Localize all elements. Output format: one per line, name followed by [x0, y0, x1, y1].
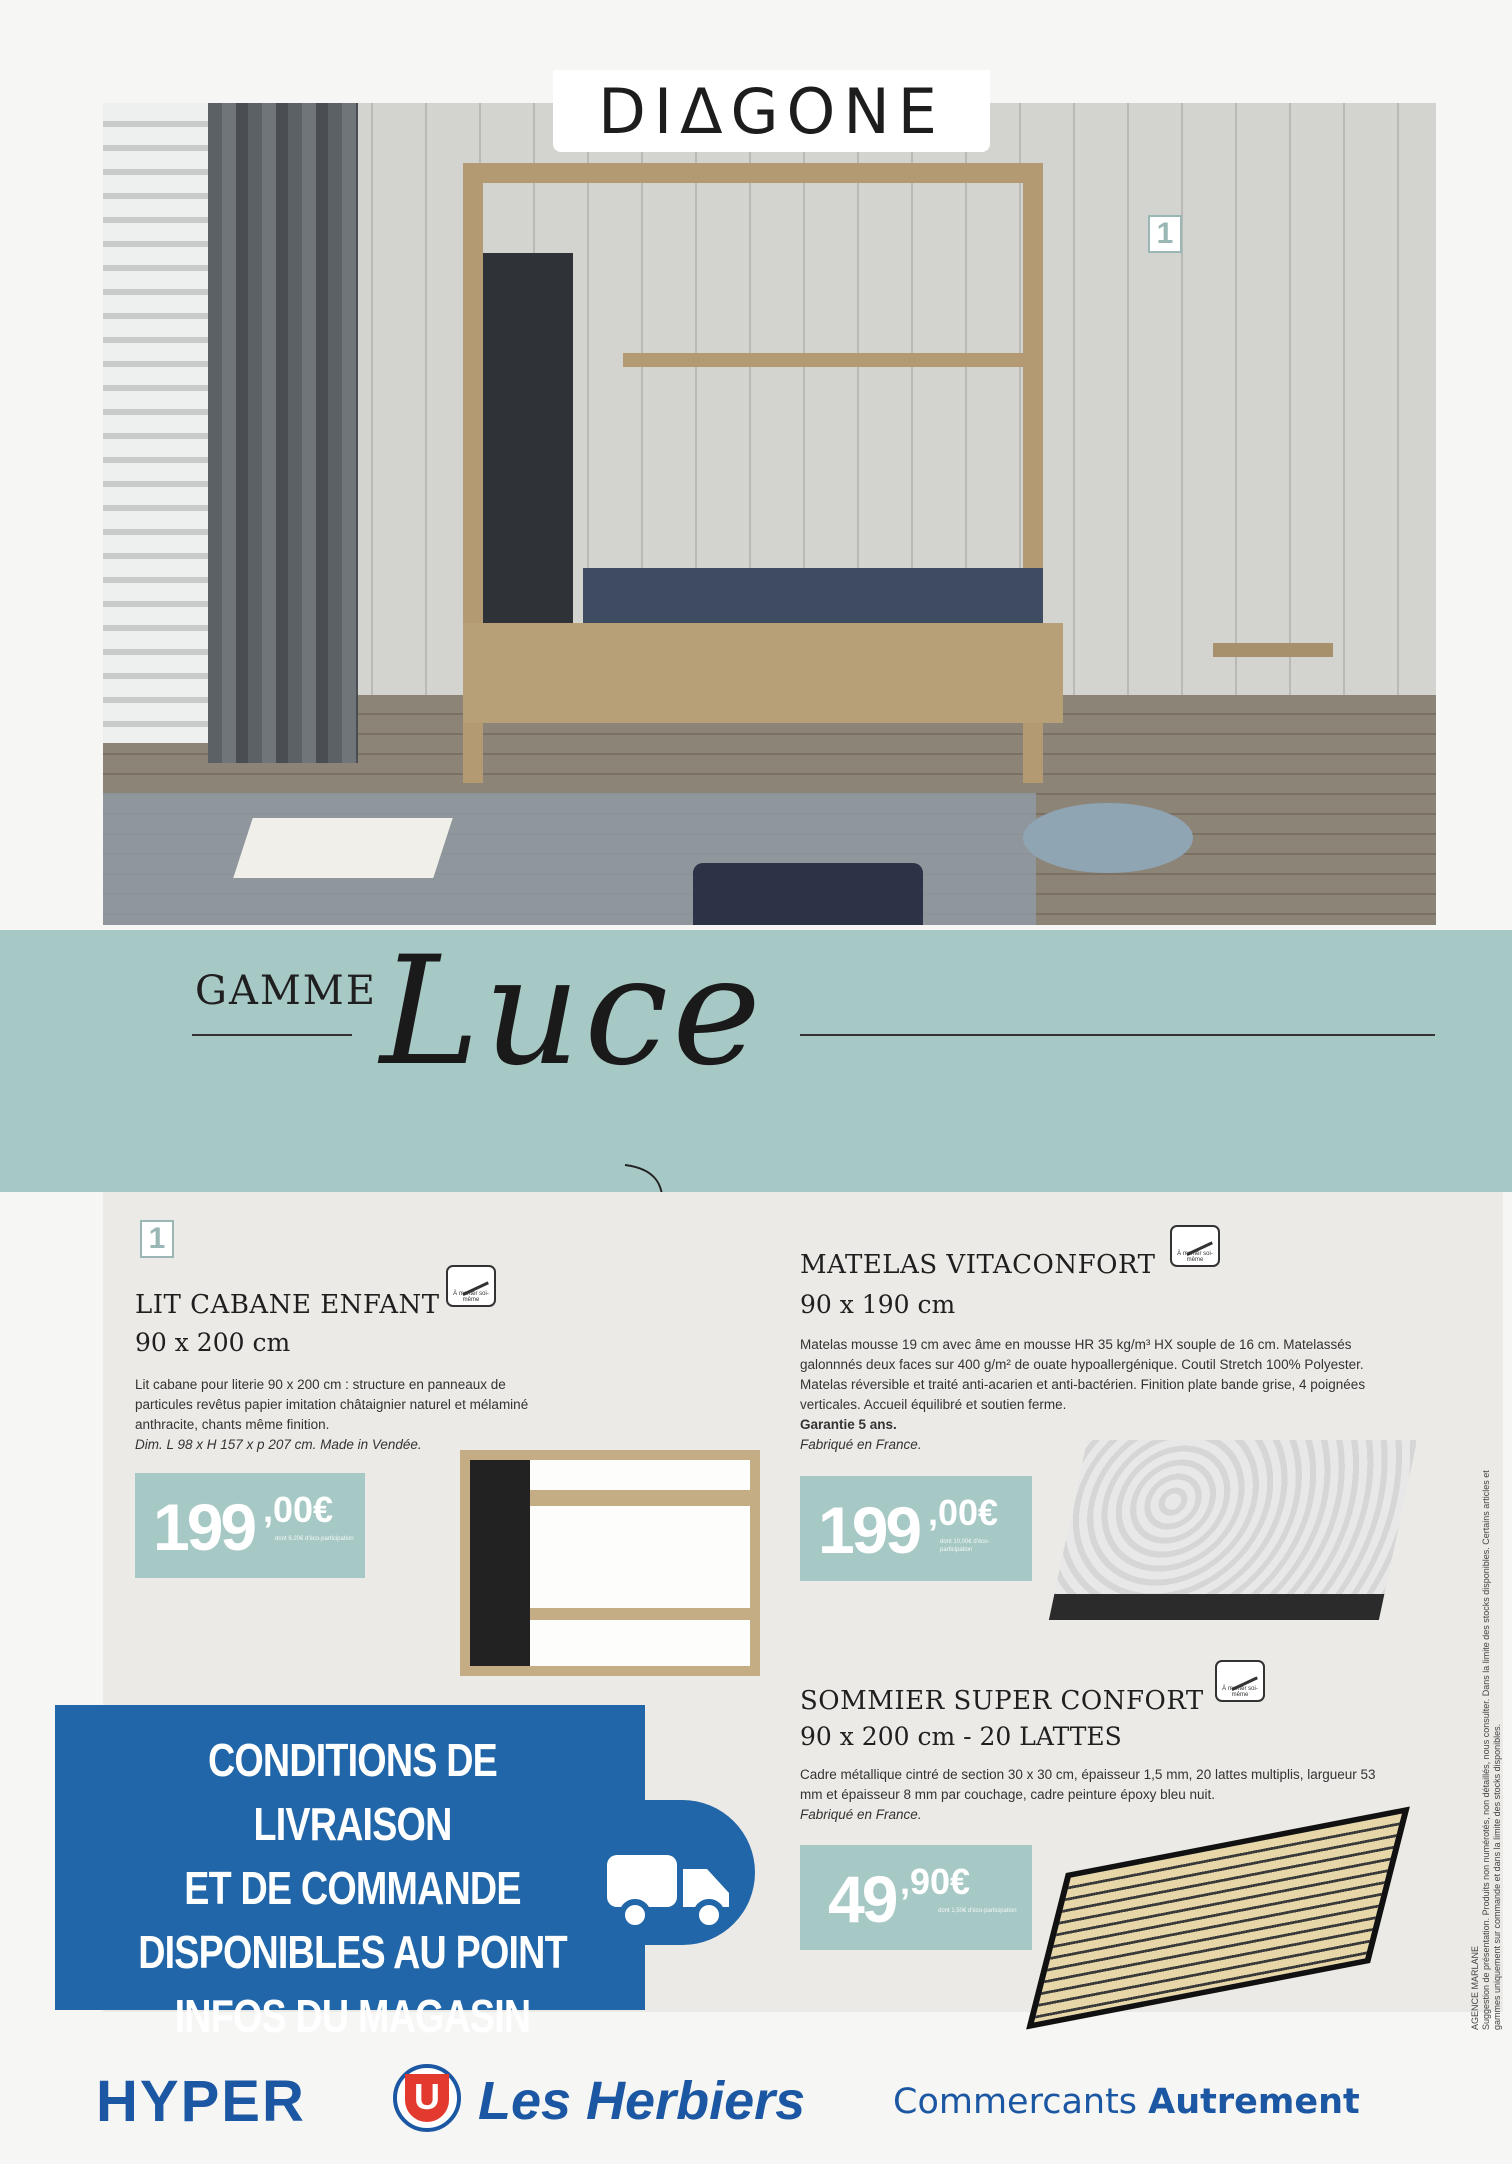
bed-mattress [583, 568, 1043, 628]
price-tag [800, 1845, 1032, 1950]
self-assembly-icon [1170, 1225, 1220, 1267]
product-guarantee: Garantie 5 ans. [800, 1417, 897, 1432]
description-text: Matelas mousse 19 cm avec âme en mousse HR 35 kg/m³ HX souple de 16 cm. Matelassés galonnnés deux faces sur 400 g/m² de ouate hypoallergénique. Coutil Stretch 100% Polyester. Matelas réversible et traité anti-acarien et anti-bactérien. Finition plate bande grise, 4 poignées verticales. Accueil équilibré et soutien ferme. [800, 1337, 1366, 1412]
cabin-bed-image [460, 1450, 760, 1676]
bed-rail [530, 1490, 750, 1506]
shark-plush [1023, 803, 1193, 873]
price-tag [800, 1476, 1032, 1581]
price-cents: ,90€ [900, 1861, 971, 1902]
range-underline [192, 1034, 352, 1036]
u-logo [393, 2064, 461, 2132]
product-size: 90 x 190 cm [800, 1290, 956, 1319]
mattress-image [1049, 1440, 1417, 1620]
price-euros: 49 [828, 1862, 896, 1936]
footer-hyper: HYPER [96, 2069, 306, 2134]
band-rule [800, 1034, 1435, 1036]
curtain [208, 103, 358, 763]
slogan-light: Commercants [893, 2082, 1149, 2122]
eco-participation: dont 6,20€ d'éco-participation [275, 1536, 354, 1542]
self-assembly-icon [1215, 1660, 1265, 1702]
stool [1213, 643, 1333, 843]
price-tag [135, 1473, 365, 1578]
product-description [800, 1765, 1400, 1825]
open-book [233, 818, 452, 878]
eco-participation: dont 1,50€ d'éco-participation [938, 1908, 1017, 1914]
product-number: 1 [140, 1220, 174, 1258]
legal-notice [1470, 1470, 1503, 2030]
truck-icon [605, 1845, 735, 1935]
delivery-line: INFOS DU MAGASIN [174, 1990, 531, 2042]
delivery-line: CONDITIONS DE LIVRAISON [207, 1734, 498, 1850]
hero-photo [103, 103, 1436, 925]
agency-credit: AGENCE MARLANE [1470, 1945, 1480, 2030]
description-text: Cadre métallique cintré de section 30 x 30 cm, épaisseur 1,5 mm, 20 lattes multiplis, largueur 53 mm et épaisseur 8 mm par couchage, cadre peinture époxy bleu nuit. [800, 1767, 1376, 1802]
product-size: 90 x 200 cm [135, 1328, 291, 1357]
legal-text: Suggestion de présentation. Produits non numérotés, non détaillés, nous consulter. Dans la limite des stocks disponibles. Certains articles et gammes uniquement sur commande et dans la limite des stocks disponibles. [1481, 1470, 1502, 2030]
assembly-note: À monter soi-même [1177, 1251, 1213, 1263]
delivery-text [109, 1728, 597, 2048]
u-letter: U [405, 2074, 449, 2122]
assembly-note: À monter soi-même [453, 1291, 489, 1303]
self-assembly-icon [446, 1265, 496, 1307]
bed-base [463, 623, 1063, 723]
product-title: LIT CABANE ENFANT [135, 1290, 440, 1320]
eco-participation: dont 10,00€ d'éco-participation [940, 1539, 990, 1553]
hero-item-number: 1 [1148, 215, 1182, 253]
price-euros: 199 [818, 1493, 920, 1567]
price-cents: ,00€ [928, 1492, 999, 1533]
product-title: MATELAS VITACONFORT [800, 1250, 1156, 1280]
slogan-bold: Autrement [1148, 2082, 1360, 2122]
assembly-note: À monter soi-même [1222, 1686, 1258, 1698]
delivery-line: ET DE COMMANDE [184, 1862, 521, 1914]
product-dimensions: Dim. L 98 x H 157 x p 207 cm. Made in Vendée. [135, 1437, 422, 1452]
bed-rail [530, 1608, 750, 1620]
window-blinds [103, 103, 213, 743]
brand-name: DIΔGONE [598, 74, 945, 148]
product-origin: Fabriqué en France. [800, 1807, 922, 1822]
pouf [693, 863, 923, 925]
product-description [135, 1375, 535, 1455]
price-cents: ,00€ [263, 1489, 334, 1530]
footer-slogan [893, 2082, 1360, 2122]
product-title: SOMMIER SUPER CONFORT [800, 1686, 1204, 1716]
range-name: Luce [380, 925, 765, 1099]
footer-store-name: Les Herbiers [478, 2071, 806, 2131]
delivery-line: DISPONIBLES AU POINT [138, 1926, 567, 1978]
price-euros: 199 [153, 1490, 255, 1564]
product-description [800, 1335, 1410, 1455]
range-label: GAMME [195, 968, 377, 1014]
anthracite-panel [470, 1460, 530, 1666]
product-size: 90 x 200 cm - 20 LATTES [800, 1722, 1122, 1751]
description-text: Lit cabane pour literie 90 x 200 cm : structure en panneaux de particules revêtus papier imitation châtaignier naturel et mélaminé anthracite, chants même finition. [135, 1377, 529, 1432]
brand-logo [553, 70, 990, 152]
product-origin: Fabriqué en France. [800, 1437, 922, 1452]
